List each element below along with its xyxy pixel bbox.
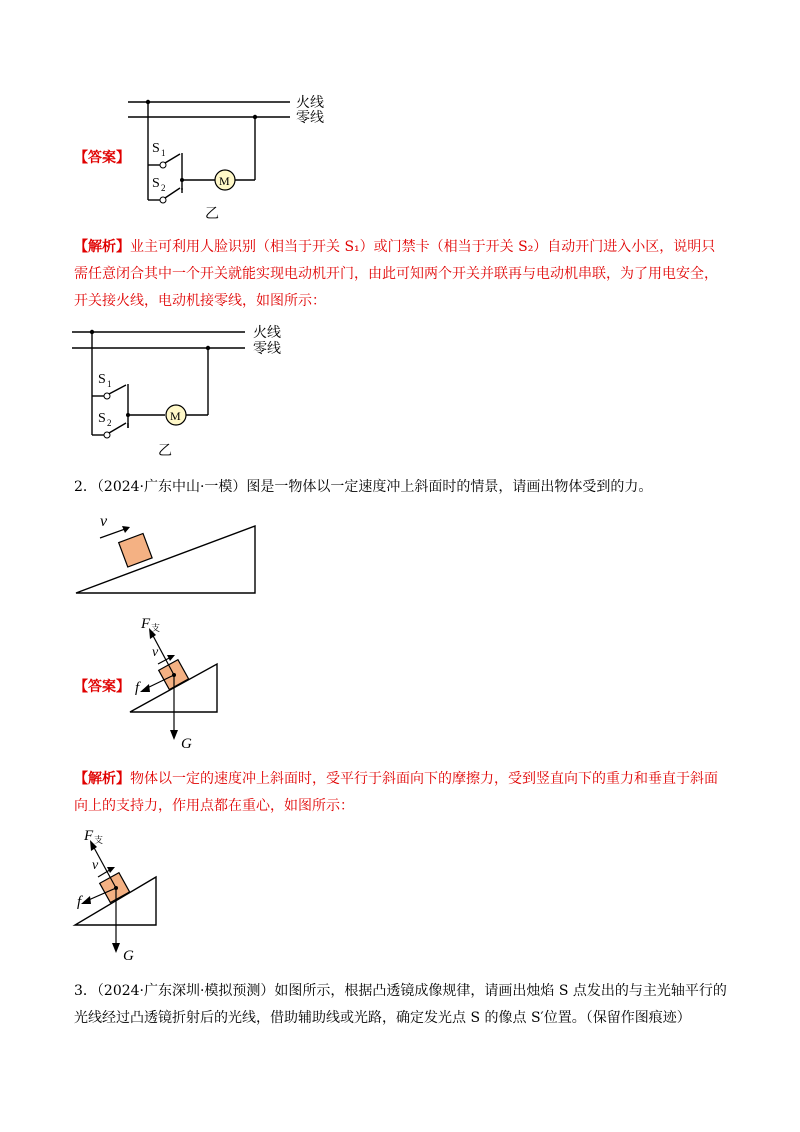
support-force-sub: 支: [94, 835, 104, 845]
question-line: 3．（2024·广东深圳·模拟预测）如图所示，根据凸透镜成像规律，请画出烛焰 S 点发出的与主光轴平行的: [74, 983, 727, 999]
switch-s1-sub: 1: [107, 379, 112, 389]
gravity-label: G: [123, 948, 134, 962]
analysis-line: 业主可利用人脸识别（相当于开关 S₁）或门禁卡（相当于开关 S₂）自动开门进入小区，说明只: [130, 239, 716, 255]
switch-s1-sub: 1: [161, 148, 166, 158]
analysis-block-1: [74, 234, 734, 315]
analysis-line: 开关接火线，电动机接零线，如图所示：: [74, 293, 326, 309]
incline-figure: [70, 508, 270, 600]
block: [119, 534, 152, 567]
motor-label: M: [170, 409, 181, 423]
circuit-diagram-2: [70, 320, 310, 465]
support-force-label: F: [141, 616, 151, 632]
answer-label-1: 【答案】: [74, 150, 130, 166]
motor-label: M: [219, 174, 230, 188]
friction-label: f: [77, 894, 82, 910]
velocity-label: v: [152, 645, 159, 660]
answer-label-2: 【答案】: [74, 679, 130, 695]
switch-s2-label: S: [152, 176, 160, 191]
circuit-caption: 乙: [158, 444, 172, 459]
switch-s1-label: S: [152, 141, 160, 156]
friction-label: f: [135, 680, 140, 696]
switch-s2-sub: 2: [107, 418, 112, 428]
circuit-caption: 乙: [205, 207, 219, 222]
incline: [76, 526, 255, 593]
switch-s2-sub: 2: [161, 183, 166, 193]
switch-s2-label: S: [98, 411, 106, 426]
neutral-label: 零线: [296, 111, 324, 126]
circuit-diagram-1: [120, 90, 350, 225]
velocity-label: v: [100, 513, 108, 530]
live-label: 火线: [296, 96, 324, 111]
analysis-block-2: [74, 766, 734, 820]
analysis-label-2: 【解析】: [74, 771, 130, 787]
analysis-label-1: 【解析】: [74, 239, 130, 255]
question-line: 光线经过凸透镜折射后的光线，借助辅助线或光路，确定发光点 S 的像点 S′位置。（保留作图痕迹）: [74, 1010, 691, 1026]
support-force-label: F: [84, 828, 94, 844]
support-force-sub: 支: [151, 623, 161, 633]
velocity-label: v: [92, 858, 99, 873]
question-2: 2．（2024·广东中山·一模）图是一物体以一定速度冲上斜面时的情景，请画出物体受到的力。: [74, 479, 653, 495]
analysis-line: 向上的支持力，作用点都在重心，如图所示：: [74, 798, 354, 814]
switch-s1-label: S: [98, 372, 106, 387]
analysis-line: 物体以一定的速度冲上斜面时，受平行于斜面向下的摩擦力，受到竖直向下的重力和垂直于斜面: [130, 771, 718, 787]
analysis-line: 需任意闭合其中一个开关就能实现电动机开门，由此可知两个开关并联再与电动机串联，为了用电安全，: [74, 266, 718, 282]
question-3: [74, 978, 734, 1032]
force-diagram-1: [125, 612, 235, 752]
live-label: 火线: [253, 326, 281, 341]
neutral-label: 零线: [253, 342, 281, 357]
gravity-label: G: [181, 736, 192, 752]
force-diagram-2: [70, 822, 180, 962]
